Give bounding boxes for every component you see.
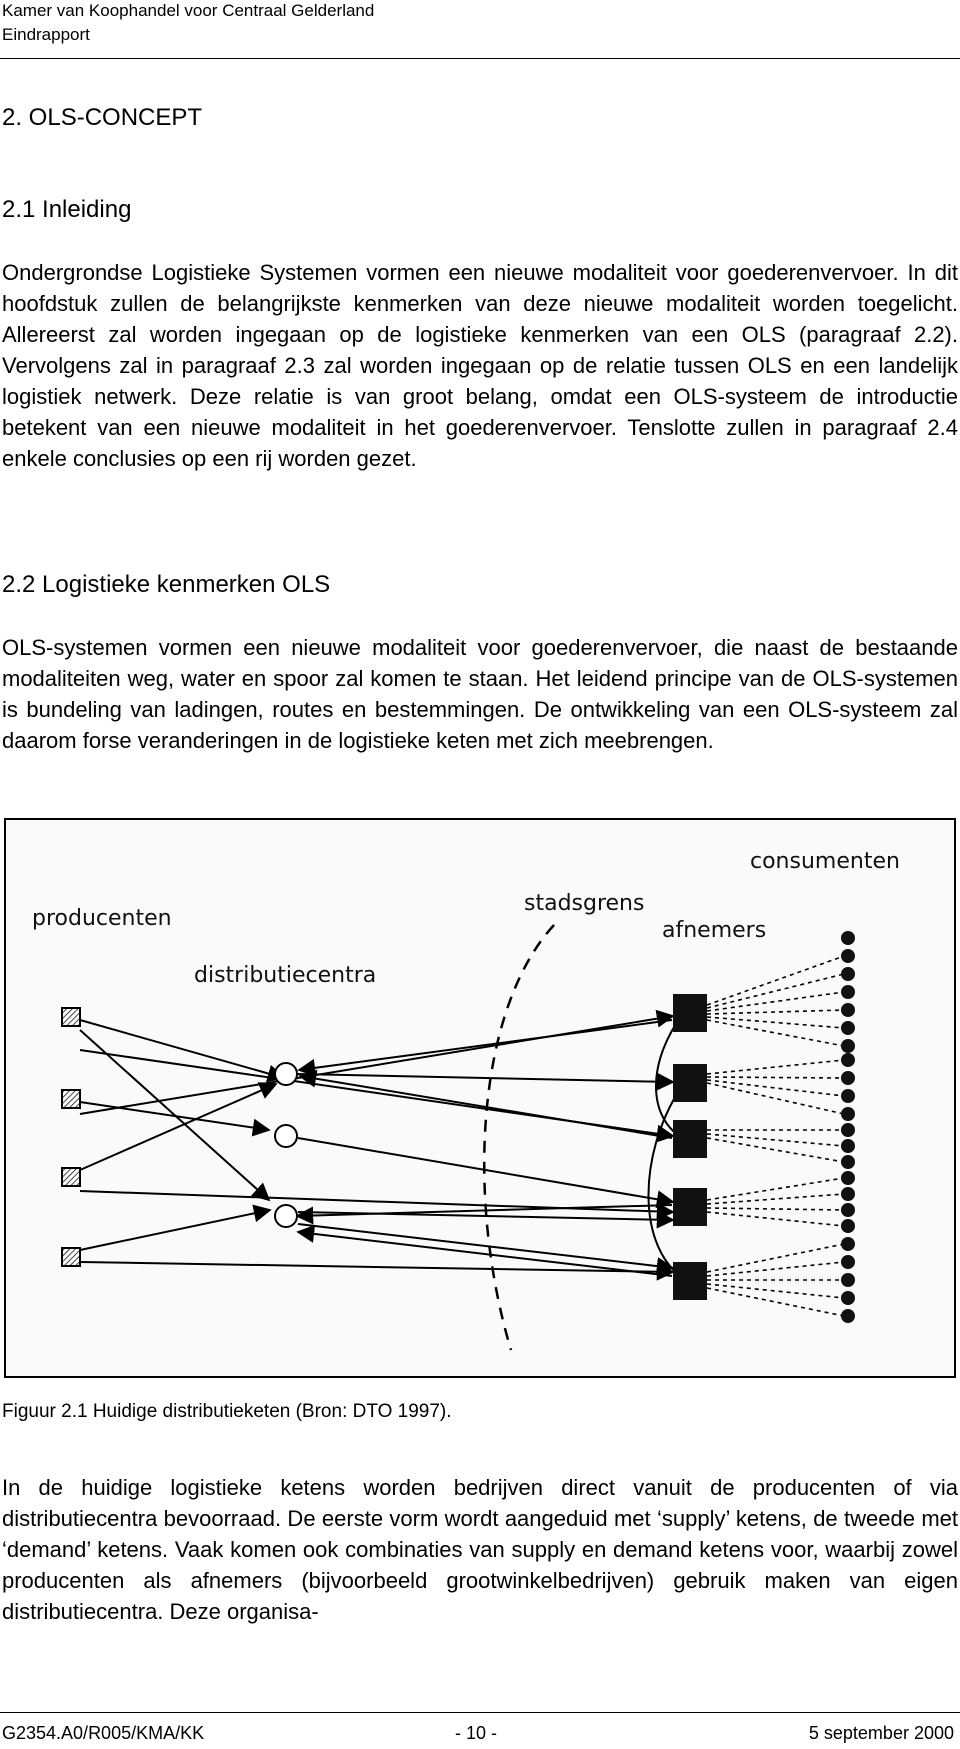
distribution-centers-label: distributiecentra (194, 963, 377, 988)
section-text-inleiding: Ondergrondse Logistieke Systemen vormen een nieuwe modaliteit voor goederenvervoer. In dit hoofdstuk zullen de belangrijkste kenmerken van deze nieuwe modaliteit worden toegelicht. Allereerst zal worden ingegaan op de logistieke kenmerken van een OLS (paragraaf 2.2). Vervolgens zal in paragraaf 2.3 zal worden ingegaan op de relatie tussen OLS en een landelijk logistiek netwerk. Deze relatie is van groot belang, omdat een OLS-systeem de introductie betekent van een nieuwe modaliteit in het goederenvervoer. Tenslotte zullen in paragraaf 2.4 enkele conclusies op een rij worden gezet. (2, 260, 958, 471)
section-text-logistieke-kenmerken: OLS-systemen vormen een nieuwe modaliteit voor goederenvervoer, die naast de bestaande modaliteiten weg, water en spoor zal komen te staan. Het leidend principe van de OLS-systemen is bundeling van ladingen, routes en bestemmingen. De ontwikkeling van een OLS-systeem zal daarom forse veranderingen in de logistieke keten met zich meebrengen. (2, 635, 958, 753)
producer-node (62, 1248, 80, 1266)
consumers-label: consumenten (750, 849, 900, 874)
header-rule (0, 58, 960, 59)
customer-node (673, 1188, 707, 1226)
chapter-title: 2. OLS-CONCEPT (2, 104, 203, 131)
header-report: Eindrapport (2, 25, 90, 44)
customer-link-curve (649, 1080, 687, 1280)
distribution-center-node (275, 1125, 297, 1147)
closing-paragraph: In de huidige logistieke ketens worden bedrijven direct vanuit de producenten of via distributiecentra bevoorraad. De eerste vorm wordt aangeduid met ‘supply’ ketens, de tweede met ‘demand’ ketens. Vaak komen ook combinaties van supply en demand ketens voor, waarbij zowel producenten als afnemers (bijvoorbeeld grootwinkelbedrijven) gebruik maken van eigen distributiecentra. Deze organisa- (2, 1475, 958, 1624)
flow-arrow (80, 1262, 673, 1272)
consumer-nodes (841, 931, 855, 1323)
producer-node (62, 1008, 80, 1026)
distribution-chain-figure (4, 818, 956, 1378)
producers-label: producenten (32, 906, 172, 931)
flow-arrow (298, 1224, 673, 1268)
distribution-center-node (275, 1063, 297, 1085)
distribution-chain-diagram (6, 820, 954, 1376)
customer-node (673, 1262, 707, 1300)
section-heading-logistieke-kenmerken: 2.2 Logistieke kenmerken OLS (2, 571, 331, 598)
flow-arrow (298, 1074, 673, 1082)
customer-node (673, 1120, 707, 1158)
city-boundary-label: stadsgrens (524, 891, 645, 916)
flow-arrow (80, 1020, 284, 1078)
city-boundary-line (484, 925, 554, 1350)
flow-arrow (299, 1020, 672, 1070)
running-header (2, 0, 374, 47)
customers-label: afnemers (662, 918, 767, 943)
customer-node (673, 1064, 707, 1102)
header-organization: Kamer van Koophandel voor Centraal Gelderland (2, 1, 375, 20)
flow-arrow (80, 1210, 270, 1250)
distribution-center-node (275, 1205, 297, 1227)
footer-date: 5 september 2000 (808, 1723, 954, 1743)
section-heading-inleiding: 2.1 Inleiding (2, 196, 132, 223)
consumer-links (707, 956, 844, 1316)
customer-node (673, 994, 707, 1032)
flow-arrow (80, 1016, 673, 1114)
footer-page-number: - 10 - (455, 1723, 498, 1743)
producer-node (62, 1090, 80, 1108)
flow-arrow (80, 1102, 269, 1130)
figure-caption: Figuur 2.1 Huidige distributieketen (Bron: DTO 1997). (2, 1401, 452, 1422)
footer-rule (0, 1712, 960, 1713)
footer-document-code: G2354.A0/R005/KMA/KK (2, 1723, 205, 1743)
producer-node (62, 1168, 80, 1186)
flow-arrow (80, 1191, 673, 1212)
